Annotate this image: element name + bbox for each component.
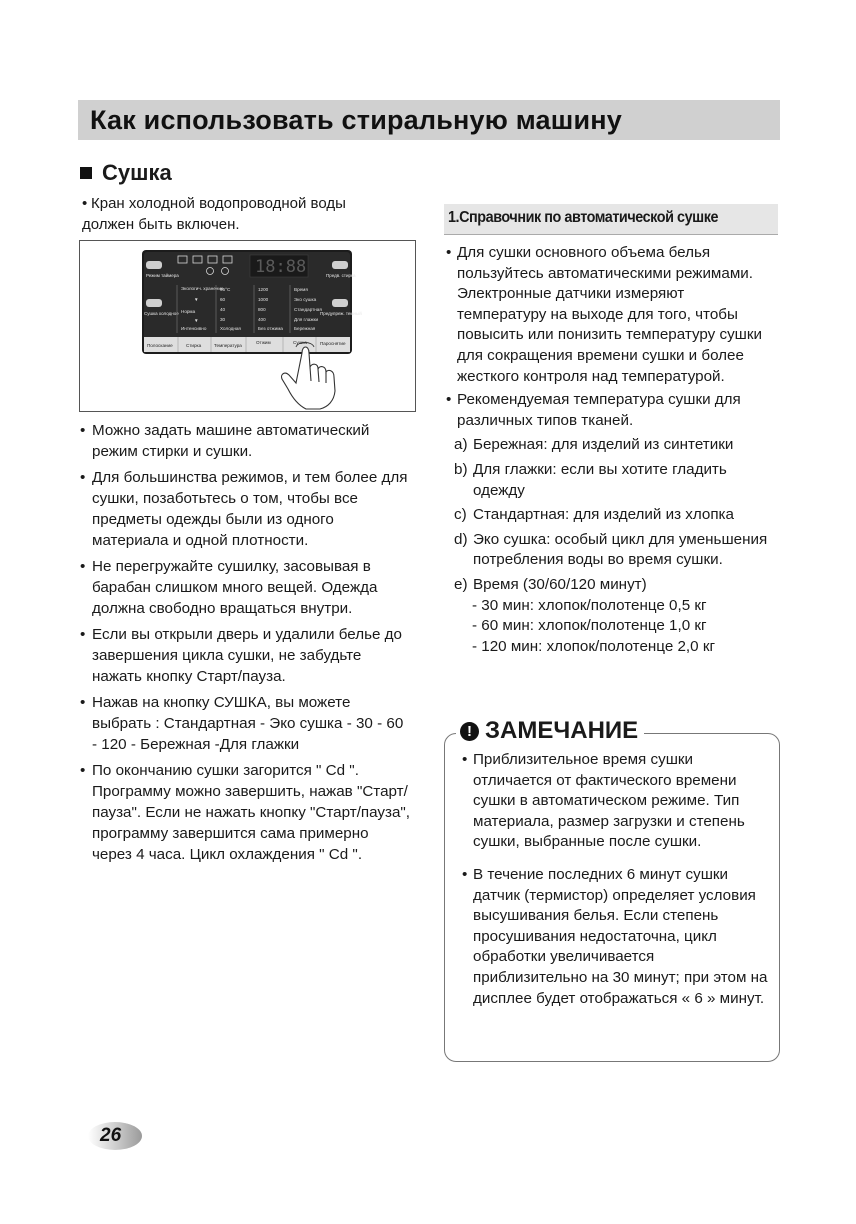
page-title: Как использовать стиральную машину <box>90 105 622 135</box>
list-item-text: Если вы открыли дверь и удалили белье до завершения цикла сушки, не забудьте нажать кнопку Старт/пауза. <box>92 626 402 685</box>
list-item: • Нажав на кнопку СУШКА, вы можете выбрать : Стандартная - Эко сушка - 30 - 60 - 120 - Бережная -Для глажки <box>80 692 412 755</box>
list-item-text: Нажав на кнопку СУШКА, вы можете выбрать : Стандартная - Эко сушка - 30 - 60 - 120 - Бережная -Для глажки <box>92 694 404 753</box>
list-item: • Приблизительное время сушки отличается от фактического времени сушки в автоматическом режиме. Тип материала, размер загрузки и степень сушки, выбранные после сушки. <box>462 750 772 853</box>
list-item-text: Для большинства режимов, и тем более для сушки, позаботьтесь о том, чтобы все предметы одежды были из одного материала и одной плотности. <box>92 469 408 549</box>
panel-col2-2: 60 <box>220 297 226 302</box>
panel-display: 18:88 <box>255 257 307 277</box>
panel-col1-3: Интенсивно <box>181 326 207 331</box>
list-item: • Для большинства режимов, и тем более для сушки, позаботьтесь о том, чтобы все предметы одежды были из одного материала и одной плотности. <box>80 467 412 551</box>
left-bullet-list <box>80 420 412 870</box>
panel-col2-5: Холодная <box>220 326 241 331</box>
panel-col4-4: Для глажки <box>294 317 319 322</box>
list-item: e) Время (30/60/120 минут) <box>454 575 647 593</box>
panel-col4-3: Стандартная <box>294 307 322 312</box>
reference-content <box>446 243 776 657</box>
list-item: c) Стандартная: для изделий из хлопка <box>454 506 734 524</box>
list-item: • Если вы открыли дверь и удалили белье до завершения цикла сушки, не забудьте нажать кнопку Старт/пауза. <box>80 624 412 687</box>
panel-col1-2: Норма <box>181 309 196 314</box>
panel-button-3: Температура <box>214 343 242 348</box>
list-item: b) Для глажки: если вы хотите гладить одежду <box>454 460 727 499</box>
list-item: • Не перегружайте сушилку, засовывая в барабан слишком много вещей. Одежда должна свободно вращаться внутри. <box>80 556 412 619</box>
list-item-text: Приблизительное время сушки отличается от фактического времени сушки в автоматическом режиме. Тип материала, размер загрузки и степень сушки, выбранные после сушки. <box>473 751 745 851</box>
intro-note <box>82 193 402 235</box>
panel-left-bottom-label: Сушка холодное <box>144 311 179 316</box>
panel-button-6: Пароснятие <box>320 341 346 346</box>
list-item: • Рекомендуемая температура сушки для различных типов тканей. <box>446 390 776 431</box>
intro-note-text: Кран холодной водопроводной воды должен быть включен. <box>82 195 346 233</box>
list-item: • Для сушки основного объема белья пользуйтесь автоматическими режимами. Электронные датчики измеряют температуру на выходе для того, чтобы повысить или понизить температуру сушки для сокращения времени сушки и более жесткого контроля над температурой. <box>446 243 776 387</box>
panel-right-top-label: Предв. стирка <box>326 273 356 278</box>
list-item-text: По окончанию сушки загорится " Cd ". Программу можно завершить, нажав "Старт/пауза". Если не нажать кнопку "Старт/пауза", программу завершится сама примерно через 4 часа. Цикл охлаждения " Cd ". <box>92 762 411 863</box>
panel-col3-1: 1200 <box>258 287 269 292</box>
list-item-text: Рекомендуемая температура сушки для различных типов тканей. <box>457 391 741 429</box>
panel-col1-1: Экологич. хранение <box>181 286 224 291</box>
control-panel-figure <box>79 240 416 412</box>
note-content <box>462 750 772 1009</box>
section-title: Сушка <box>102 160 172 185</box>
panel-right-bottom-label: Предупреж. темный <box>320 311 362 316</box>
time-item: - 30 мин: хлопок/полотенце 0,5 кг <box>472 596 707 614</box>
section-heading <box>80 160 172 186</box>
panel-col4-1: Время <box>294 287 308 292</box>
panel-button-4: Отжим <box>256 340 271 345</box>
panel-button-5: Сушка <box>293 340 307 345</box>
list-item: a) Бережная: для изделий из синтетики <box>454 436 734 454</box>
list-item-text: В течение последних 6 минут сушки датчик (термистор) определяет условия высушивания белья. Если степень просушивания недостаточна, цикл обработки увеличивается приблизительно на 30 минут; при этом на дисплее будет отображаться « 6 » минут. <box>473 865 768 1007</box>
panel-col3-5: Без отжима <box>258 326 283 331</box>
panel-col3-4: 400 <box>258 317 266 322</box>
time-item: - 60 мин: хлопок/полотенце 1,0 кг <box>472 617 707 635</box>
panel-col3-3: 800 <box>258 307 266 312</box>
bullet-icon: • <box>82 195 88 212</box>
note-title <box>456 716 644 746</box>
page-number: 26 <box>100 1125 122 1146</box>
reference-heading-text: 1.Справочник по автоматической сушке <box>448 209 719 226</box>
panel-col3-2: 1000 <box>258 297 269 302</box>
panel-col2-4: 30 <box>220 317 226 322</box>
list-item-text: Для сушки основного объема белья пользуйтесь автоматическими режимами. Электронные датчики измеряют температуру на выходе для того, чтобы повысить или понизить температуру сушки для сокращения времени сушки и более жесткого контроля над температурой. <box>457 244 762 385</box>
list-item: • В течение последних 6 минут сушки датчик (термистор) определяет условия высушивания белья. Если степень просушивания недостаточна, цикл обработки увеличивается приблизительно на 30 минут; при этом на дисплее будет отображаться « 6 » минут. <box>462 865 772 1009</box>
svg-text:▼: ▼ <box>194 297 199 302</box>
panel-col4-2: Эко сушка <box>294 297 317 302</box>
control-panel-illustration <box>80 241 415 411</box>
list-item: • По окончанию сушки загорится " Cd ". Программу можно завершить, нажав "Старт/пауза". Если не нажать кнопку "Старт/пауза", программу завершится сама примерно через 4 часа. Цикл охлаждения " Cd ". <box>80 762 411 863</box>
svg-text:▼: ▼ <box>194 318 199 323</box>
hand-icon <box>282 347 335 409</box>
time-item: - 120 мин: хлопок/полотенце 2,0 кг <box>472 637 716 655</box>
reference-heading <box>444 204 778 235</box>
panel-col2-3: 40 <box>220 307 226 312</box>
list-item-text: Не перегружайте сушилку, засовывая в барабан слишком много вещей. Одежда должна свободно вращаться внутри. <box>92 558 378 617</box>
square-bullet-icon <box>80 167 92 179</box>
list-item-text: Можно задать машине автоматический режим стирки и сушки. <box>92 422 370 460</box>
list-item: • Можно задать машине автоматический режим стирки и сушки. <box>80 420 412 462</box>
exclamation-icon: ! <box>460 722 479 741</box>
panel-button-1: Полоскание <box>147 343 173 348</box>
note-title-text: ЗАМЕЧАНИЕ <box>485 717 639 744</box>
list-item: d) Эко сушка: особый цикл для уменьшения потребления воды во время сушки. <box>454 530 768 569</box>
panel-col4-5: Бережная <box>294 326 316 331</box>
panel-col2-1: 95°C <box>220 287 231 292</box>
panel-button-2: Стирка <box>186 343 202 348</box>
panel-left-top-label: Режим таймера <box>146 273 179 278</box>
